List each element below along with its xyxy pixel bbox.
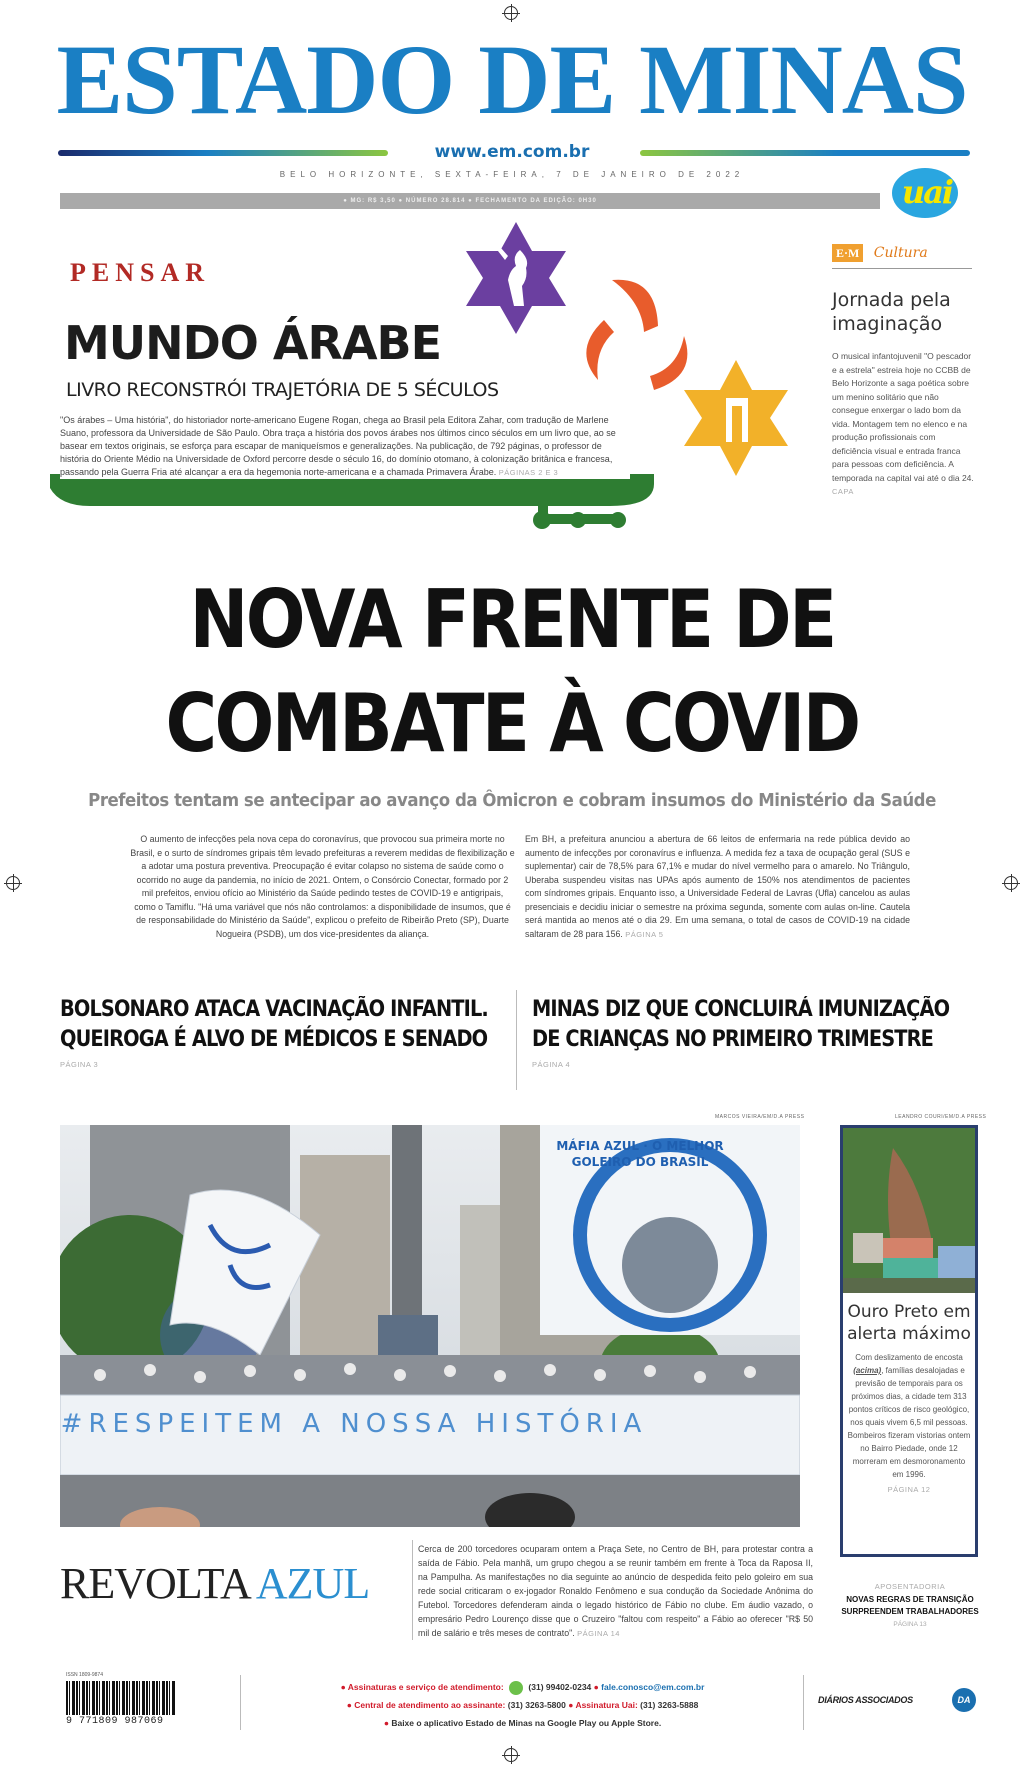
revolta-body (418, 1542, 813, 1641)
revolta-body-text: Cerca de 200 torcedores ocuparam ontem a Praça Sete, no Centro de BH, para protestar contra a saída de Fábio. Pela manhã, um grupo chegou a se reunir também em frente à Toca da Raposa II, na Pampulha. As manifestações no dia seguinte ao anúncio de despedida feito pelo goleiro em sua rede social criticaram o ex-jogador Ronaldo Fenômeno e sua condução da Sociedade Anônima do Futebol. Torcedores defenderam ainda o legado histórico de Fábio no clube. Em áudio vazado, o empresário Pedro Lourenço disse que o Cruzeiro "faltou com respeito" a Fábio ao oferecer "R$ 50 mil de salário e três meses de contrato". (418, 1544, 813, 1638)
main-headline-line2[interactable]: COMBATE À COVID (165, 677, 859, 770)
yellow-star-icon (684, 360, 788, 476)
footer-line2-label2: Assinatura Uai: (575, 1700, 638, 1710)
column-divider (516, 990, 517, 1090)
building-left-2 (300, 1155, 390, 1375)
ouro-preto-body (843, 1351, 975, 1496)
website-url[interactable]: www.em.com.br (434, 142, 590, 162)
ouro-preto-body-emphasis: (acima) (853, 1366, 882, 1375)
footer-line2-phone[interactable]: (31) 3263-5800 (507, 1700, 566, 1710)
main-headline-line1[interactable]: NOVA FRENTE DE (189, 573, 835, 666)
footer-divider (803, 1675, 804, 1730)
barcode (66, 1672, 176, 1734)
obelisk-base (378, 1315, 438, 1355)
ouro-preto-headline[interactable]: Ouro Preto em alerta máximo (847, 1302, 971, 1344)
main-column-left: O aumento de infecções pela nova cepa do coronavírus, que provocou sua primeira morte no Brasil, e o surto de síndromes gripais têm levado prefeituras a reverem medidas de flexibilização e a adotar uma postura preventiva. Preocupação é evitar colapso no sistema de saúde como o ocorrido no auge da pandemia, no início de 2021. Ontem, o Consórcio Conectar, formado por 2 mil prefeitos, enviou ofício ao Ministério da Saúde pedindo testes de COVID-19 e antigripais, como o Tamiflu. "Há uma variável que nós não controlamos: a disponibilidade de insumos, que é de responsabilidade do Ministério da Saúde", explicou o prefeito de Ribeirão Preto (SP), Duarte Nogueira (PSDB), um dos vice-presidentes da aliança. (130, 834, 515, 939)
registration-mark-icon (504, 1748, 518, 1762)
pensar-subhead: LIVRO RECONSTRÓI TRAJETÓRIA DE 5 SÉCULOS (66, 379, 499, 401)
cultura-rule (832, 268, 972, 269)
masthead-title: ESTADO DE MINAS (56, 24, 968, 135)
banner-text: #RESPEITEM A NOSSA HISTÓRIA (60, 1409, 648, 1439)
barcode-bars-icon (66, 1681, 176, 1715)
em-logo-box: E·M (832, 244, 863, 262)
orange-triblade-icon (586, 280, 687, 390)
revolta-headline-a: REVOLTA (60, 1559, 249, 1608)
pensar-page-ref[interactable]: PÁGINAS 2 E 3 (498, 468, 559, 477)
secondary-headline-bolsonaro[interactable]: BOLSONARO ATACA VACINAÇÃO INFANTIL. QUEIROGA É ALVO DE MÉDICOS E SENADO (60, 997, 488, 1052)
aposentadoria-kicker: APOSENTADORIA (874, 1582, 946, 1591)
photo-credit-ouro-preto: LEANDRO COURI/EM/D.A PRESS (895, 1114, 987, 1120)
protest-photo-illustration (60, 1125, 800, 1527)
landslide-photo[interactable] (843, 1128, 975, 1293)
footer-app-line: Baixe o aplicativo Estado de Minas na Google Play ou Apple Store. (391, 1718, 662, 1728)
footer-line2-phone2[interactable]: (31) 3263-5888 (640, 1700, 699, 1710)
publisher-name: DIÁRIOS ASSOCIADOS (818, 1695, 913, 1705)
revolta-headline-b: AZUL (255, 1559, 370, 1608)
revolta-headline[interactable] (60, 1558, 369, 1610)
ouro-preto-page-ref[interactable]: PÁGINA 12 (887, 1485, 931, 1494)
cultura-body (832, 350, 977, 499)
footer-divider (240, 1675, 241, 1730)
revolta-divider (412, 1540, 413, 1640)
footer-email-link[interactable]: fale.conosco@em.com.br (601, 1682, 705, 1692)
main-deck: Prefeitos tentam se antecipar ao avanço da Ômicron e cobram insumos do Ministério da Saúde (88, 790, 936, 811)
revolta-page-ref[interactable]: PÁGINA 14 (577, 1629, 620, 1638)
registration-mark-icon (1004, 876, 1018, 890)
edition-info-bar: ● MG: R$ 3,50 ● NÚMERO 28.814 ● FECHAMENTO DA EDIÇÃO: 0H30 (60, 193, 880, 209)
dateline: BELO HORIZONTE, SEXTA-FEIRA, 7 DE JANEIRO DE 2022 (279, 170, 745, 179)
cultura-body-text: O musical infantojuvenil "O pescador e a estrela" estreia hoje no CCBB de Belo Horizonte a saga poética sobre um menino solitário que não consegue enxergar o lado bom da vida. Montagem tem no elenco e na produção profissionais com deficiência visual e entrada franca para pessoas com deficiência. A temporada na capital vai até o dia 24. (832, 351, 974, 483)
whatsapp-icon (509, 1681, 523, 1695)
section-label-pensar: PENSAR (70, 258, 211, 287)
photo-credit-main: MARCOS VIEIRA/EM/D.A PRESS (715, 1114, 805, 1120)
protest-photo[interactable] (60, 1125, 800, 1527)
main-column-right-text: Em BH, a prefeitura anunciou a abertura de 66 leitos de enfermaria na rede pública devido ao aumento de infecções por coronavírus e influenza. A medida fez a taxa de ocupação geral (SUS e suplementar) cair de 78,5% para 67,1% e mudar do nível vermelho para o amarelo. No Triângulo, Uberaba suspendeu visitas nas UPAs após aumento de 150% nos atendimentos de pacientes com síndromes gripais. Enquanto isso, a Universidade Federal de Lavras (Ufla) cancelou as aulas presenciais e decidiu iniciar o semestre na próxima segunda, somente com aulas on-line. Cautela será mantida ao menos até o dia 29. Em uma semana, o total de casos de COVID-19 na cidade saltaram de 28 para 156. (525, 834, 910, 939)
aposentadoria-teaser[interactable] (826, 1582, 994, 1629)
landslide-photo-illustration (843, 1128, 975, 1293)
issn-label: ISSN 1809-9874 (66, 1672, 103, 1678)
footer-line2-label: Central de atendimento ao assinante: (354, 1700, 506, 1710)
ouro-preto-box (840, 1125, 978, 1557)
main-page-ref[interactable]: PÁGINA 5 (625, 929, 664, 939)
obelisk (392, 1125, 422, 1325)
flag-text: MÁFIA AZUL · O MELHOR GOLEIRO DO BRASIL (556, 1139, 724, 1169)
cultura-headline[interactable]: Jornada pela imaginação (832, 289, 951, 335)
cultura-label: Cultura (873, 245, 928, 261)
main-column-right (525, 833, 910, 941)
aposentadoria-headline: NOVAS REGRAS DE TRANSIÇÃO SURPREENDEM TRABALHADORES (841, 1595, 979, 1616)
ouro-preto-body-post: , famílias desalojadas e previsão de temporais para os próximos dias, a cidade tem 313 pontos críticos de risco geológico, nos quais vivem 6,5 mil pessoas. Bombeiros fizeram vistorias ontem no Bairro Piedade, onde 12 morreram em desmoronamento em 1996. (847, 1366, 971, 1479)
footer-line1-label: Assinaturas e serviço de atendimento: (347, 1682, 504, 1692)
ouro-preto-body-pre: Com deslizamento de encosta (855, 1353, 963, 1362)
diarios-associados-logo-icon: DA (952, 1688, 976, 1712)
secondary-headline-minas[interactable]: MINAS DIZ QUE CONCLUIRÁ IMUNIZAÇÃO DE CRIANÇAS NO PRIMEIRO TRIMESTRE (532, 997, 950, 1052)
pensar-body (60, 414, 630, 479)
barcode-number: 9 771809 987069 (66, 1716, 164, 1727)
aposentadoria-page-ref: PÁGINA 13 (893, 1621, 927, 1628)
footer-line1-phone[interactable]: (31) 99402-0234 (528, 1682, 592, 1692)
secondary-page-ref[interactable]: PÁGINA 3 (60, 1060, 99, 1069)
pensar-body-text: "Os árabes – Uma história", do historiador norte-americano Eugene Rogan, chega ao Brasil pela Editora Zahar, com tradução de Marlene Suano, professora da Universidade de São Paulo. Obra traça a história dos povos árabes nos últimos cinco séculos em um livro que, ao se basear em textos originais, se esforça para escapar de maniqueísmos e generalizações. Na publicação, de 792 páginas, o professor de história do Oriente Médio na Universidade de Oxford percorre desde o século 16, do domínio otomano, à colonização britânica e francesa, passando pela Guerra Fria até alcançar a era da hegemonia norte-americana e a chamada Primavera Árabe. (60, 415, 616, 477)
uai-logo-text: uai (901, 173, 953, 211)
registration-mark-icon (6, 876, 20, 890)
cultura-section-tag (832, 244, 928, 262)
secondary-page-ref[interactable]: PÁGINA 4 (532, 1060, 571, 1069)
pensar-headline[interactable]: MUNDO ÁRABE (64, 316, 442, 370)
footer-contact: ● Assinaturas e serviço de atendimento: (31) 99402-0234 ● fale.conosco@em.com.br ● Central de atendimento ao assinante: (31) 3263-5800 ● Assinatura Uai: (31) 3263-5888 ● Baixe o aplicativo Estado de Minas na Google Play ou Apple Store. (340, 1682, 705, 1728)
registration-mark-icon (504, 6, 518, 20)
cultura-page-ref[interactable]: CAPA (832, 487, 854, 496)
